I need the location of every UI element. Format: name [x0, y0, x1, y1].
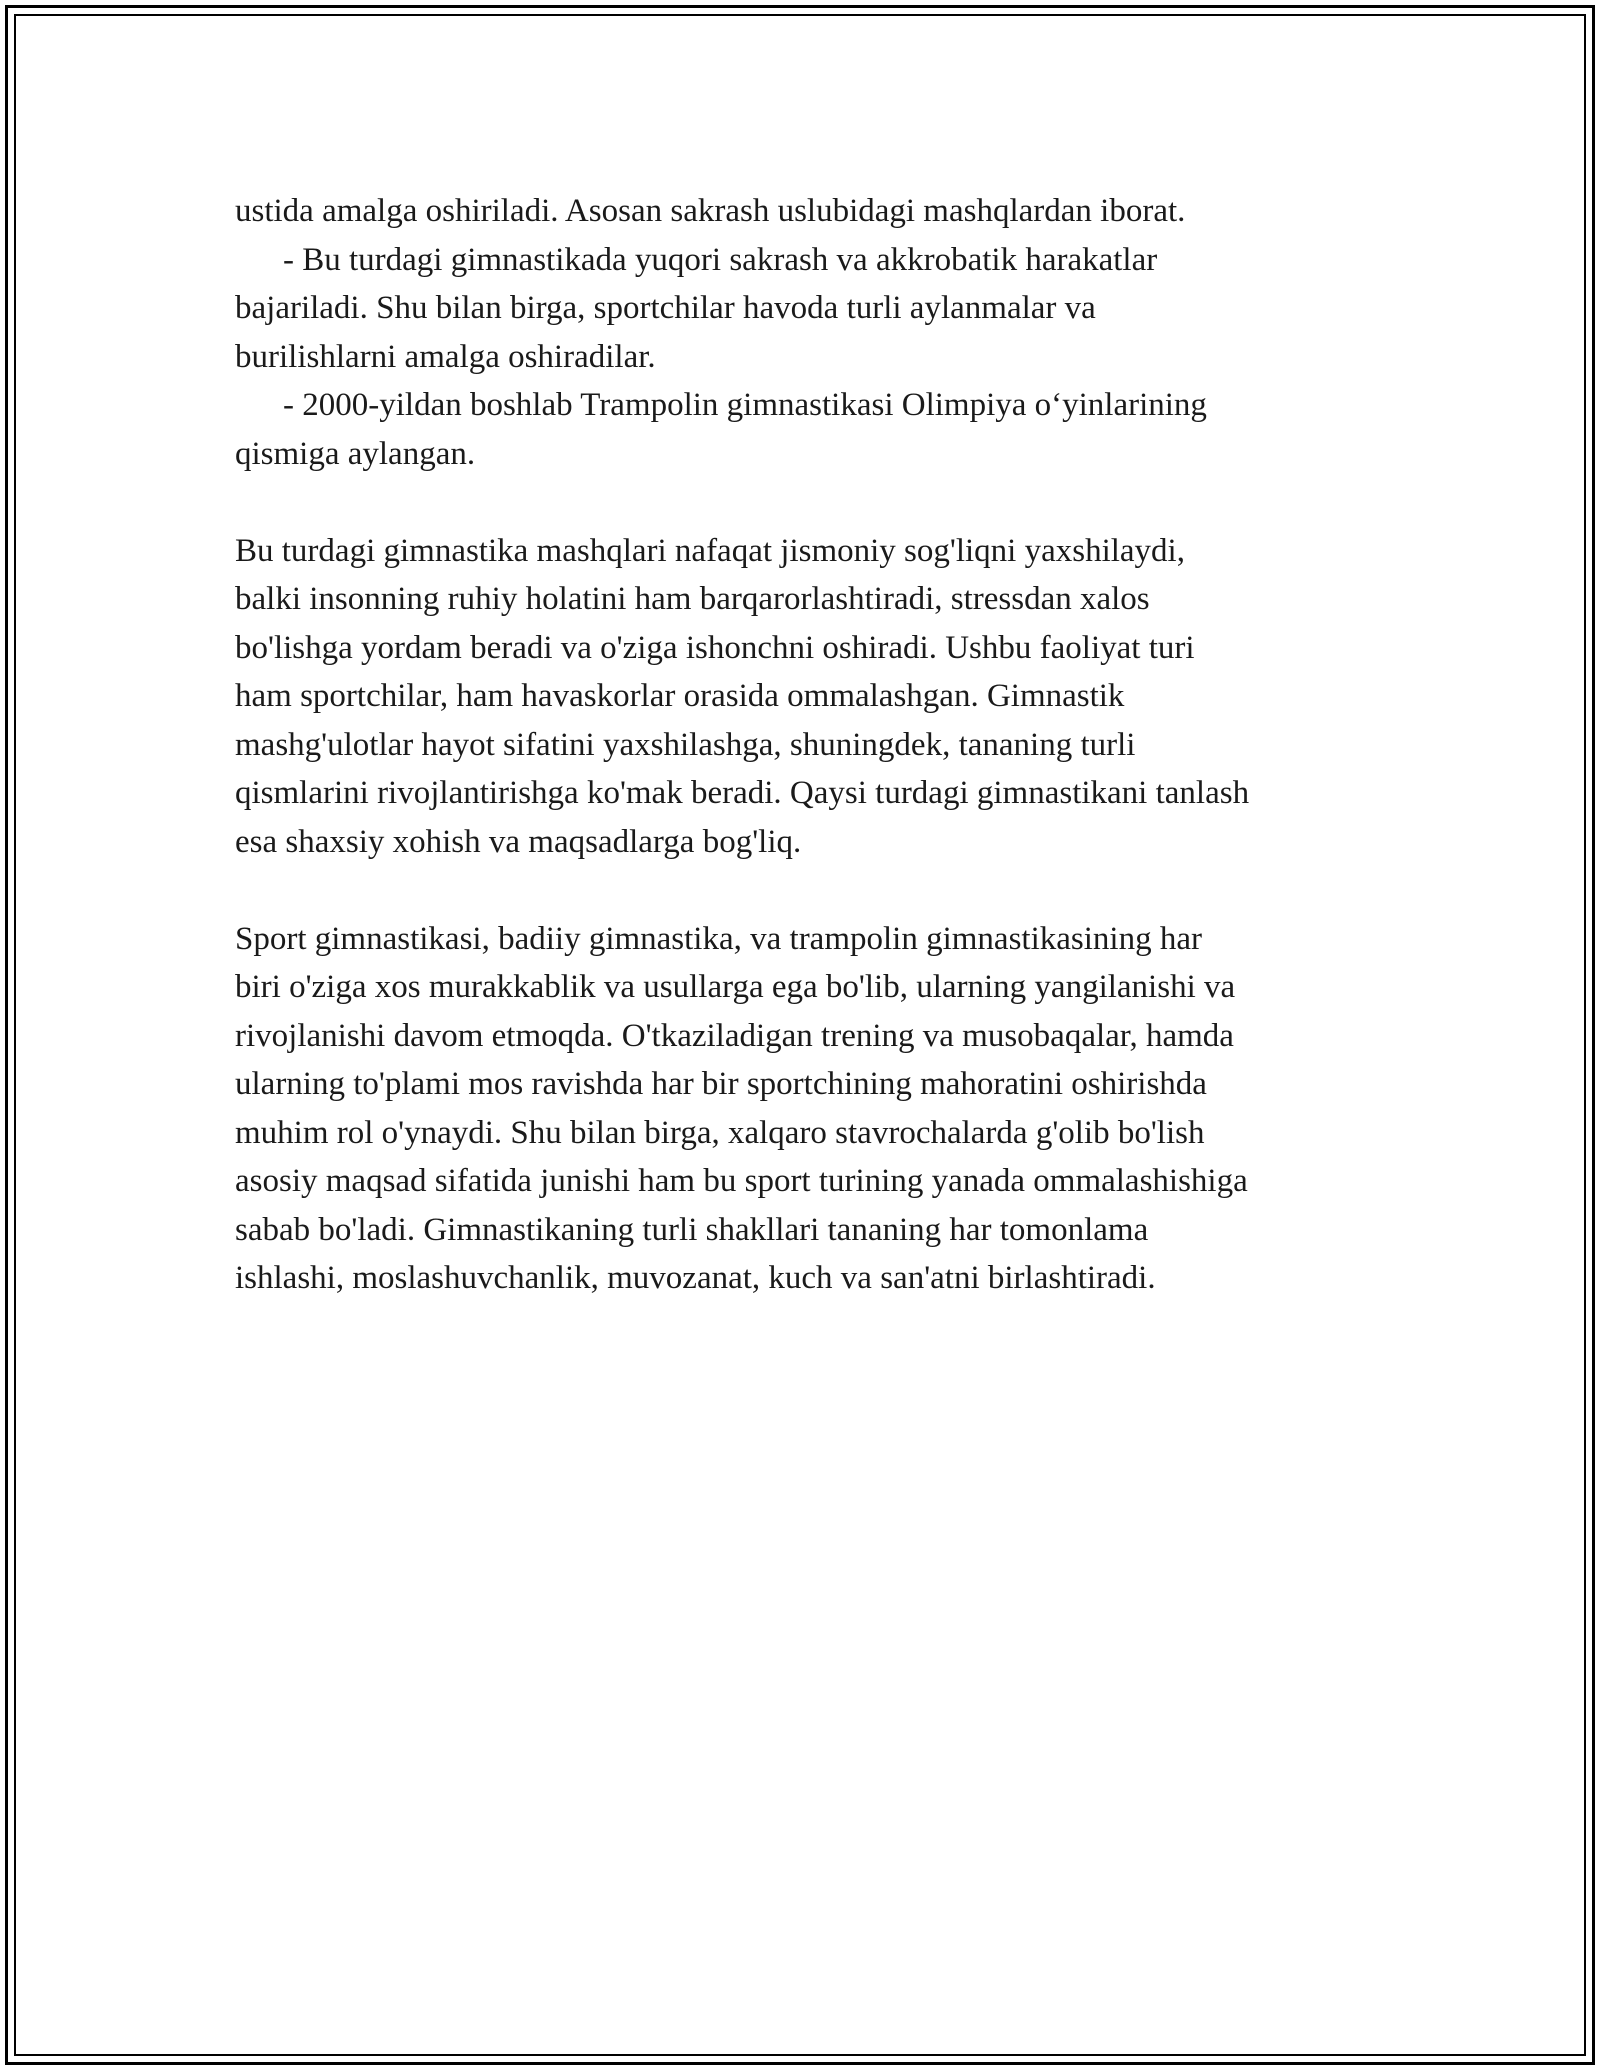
text-line: qismiga aylangan.: [235, 435, 476, 472]
text-line: rivojlanishi davom etmoqda. O'tkaziladigan trening va musobaqalar, hamda: [235, 1017, 1234, 1054]
text-line: bajariladi. Shu bilan birga, sportchilar havoda turli aylanmalar va: [235, 290, 1096, 326]
text-line: Sport gimnastikasi, badiiy gimnastika, va trampolin gimnastikasining har: [235, 920, 1202, 957]
text-line: burilishlarni amalga oshiradilar.: [235, 338, 656, 375]
paragraph-gap: [235, 478, 1375, 527]
text-line: ustida amalga oshiriladi. Asosan sakrash uslubidagi mashqlardan iborat.: [235, 193, 1186, 229]
paragraph-gap: [235, 866, 1375, 915]
text-line: ishlashi, moslashuvchanlik, muvozanat, kuch va san'atni birlashtiradi.: [235, 1260, 1156, 1296]
text-line: balki insonning ruhiy holatini ham barqarorlashtiradi, stressdan xalos: [235, 581, 1150, 617]
text-line: bo'lishga yordam beradi va o'ziga ishonchni oshiradi. Ushbu faoliyat turi: [235, 629, 1195, 666]
text-line: biri o'ziga xos murakkablik va usullarga ega bo'lib, ularning yangilanishi va: [235, 969, 1236, 1005]
text-line: Bu turdagi gimnastika mashqlari nafaqat jismoniy sog'liqni yaxshilaydi,: [235, 532, 1185, 569]
paragraph-benefits: [235, 527, 1375, 867]
text-line: esa shaxsiy xohish va maqsadlarga bog'liq.: [235, 823, 802, 860]
text-line: asosiy maqsad sifatida junishi ham bu sport turining yanada ommalashishiga: [235, 1163, 1248, 1199]
paragraph-summary: [235, 915, 1375, 1303]
list-item-line: - 2000-yildan boshlab Trampolin gimnastikasi Olimpiya o‘yinlarining: [283, 387, 1207, 423]
paragraph-trampolin-details: [235, 187, 1375, 478]
text-line: qismlarini rivojlantirishga ko'mak beradi. Qaysi turdagi gimnastikani tanlash: [235, 775, 1250, 811]
text-line: ham sportchilar, ham havaskorlar orasida ommalashgan. Gimnastik: [235, 678, 1125, 714]
text-line: muhim rol o'ynaydi. Shu bilan birga, xalqaro stavrochalarda g'olib bo'lish: [235, 1114, 1205, 1151]
list-item-line: - Bu turdagi gimnastikada yuqori sakrash va akkrobatik harakatlar: [283, 241, 1158, 278]
text-line: sabab bo'ladi. Gimnastikaning turli shakllari tananing har tomonlama: [235, 1211, 1149, 1248]
text-line: mashg'ulotlar hayot sifatini yaxshilashga, shuningdek, tananing turli: [235, 726, 1136, 763]
document-body: [235, 187, 1375, 1303]
text-line: ularning to'plami mos ravishda har bir sportchining mahoratini oshirishda: [235, 1066, 1207, 1102]
